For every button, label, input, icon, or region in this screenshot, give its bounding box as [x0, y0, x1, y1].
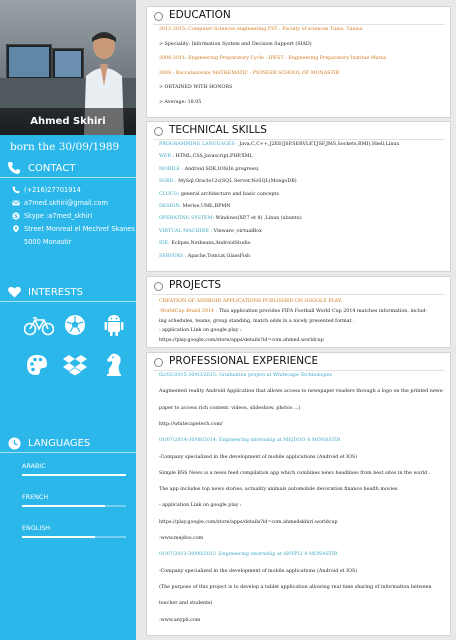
content-line [159, 319, 355, 324]
skill-line [159, 192, 279, 197]
contact-title: CONTACT [28, 162, 76, 174]
line-text: Simple RSS News is a news feed compilation app which combines news headlines from best sites in the world . [159, 470, 431, 476]
skill-label: CLOUD: [159, 191, 180, 197]
professional-experience-card [146, 352, 451, 636]
divider [0, 177, 136, 178]
link-text[interactable]: -www.anypli.com [159, 617, 201, 623]
content-line [159, 438, 340, 443]
line-text: The app includes top news stories, actuality animals automobile decoration finance health movies [159, 487, 398, 493]
skill-line [159, 204, 230, 209]
language-level-fill [22, 536, 95, 538]
line-text: ing schedules, teams, group standing, match odds in a nicely presented format . [159, 318, 355, 324]
line-text: - application Link on google play : [159, 503, 242, 509]
content-line [159, 389, 444, 394]
content-line [159, 56, 386, 61]
skill-label: MOBILE : [159, 166, 184, 172]
person-name: Ahmed Skhiri [0, 108, 136, 135]
language-level-bar [22, 474, 126, 476]
experience-title: PROFESSIONAL EXPERIENCE [169, 355, 319, 367]
content-line [159, 601, 212, 606]
skill-label: DESIGN: [159, 204, 182, 209]
bicycle-icon [24, 316, 50, 338]
language-level-bar [22, 505, 126, 507]
chess-knight-icon [104, 352, 130, 374]
line-text: (The purpose of this project is to develop a tablet application allowing real time sharing of information between [159, 584, 432, 590]
line-text: Augmented reality Android Application that allows access to newspaper readers through a logo on the printed news- [159, 389, 444, 395]
android-icon [104, 313, 130, 335]
divider [153, 24, 445, 25]
contact-email[interactable]: a7med.skhiri@gmail.com [12, 199, 108, 207]
skill-label: IDE: [159, 241, 170, 247]
content-line [159, 42, 312, 47]
link-text[interactable]: -www.mejdoo.com [159, 536, 204, 541]
skill-line [159, 167, 259, 172]
skill-value: Vmware ,virtualBox [213, 228, 262, 234]
language-name: ARABIC [22, 462, 46, 470]
skill-value: Windows(XP,7 et 8) ,Linux (ubuntu) [215, 216, 302, 222]
projects-card [146, 276, 451, 348]
content-line [159, 85, 232, 90]
svg-text:S: S [13, 214, 19, 220]
section-bullet [154, 127, 163, 136]
contact-street: Street Monreal el Mechref Skanes [12, 225, 135, 233]
skill-label: OPERATING SYSTEM: [159, 216, 215, 222]
phone-icon [12, 186, 20, 194]
skill-line [159, 142, 399, 147]
skill-value: Java,C,C++,J2EE(JSP,SERVLET,JSF,JMS,Sockets,RMI),Shell,Linux [239, 142, 400, 147]
content-line [159, 552, 337, 557]
content-line [159, 422, 223, 427]
languages-header [0, 433, 136, 453]
content-line [159, 100, 201, 105]
link-text[interactable]: https://play.google.com/store/apps/details?id=com.ahmed.worldcup [159, 338, 324, 344]
line-text: > Speciality: Information System and Decision Support (SIAD) [159, 41, 312, 47]
sidebar [0, 0, 136, 640]
line-rest: This application provides FIFA Football World Cup 2014 matches information, includ- [217, 308, 428, 314]
content-line [159, 520, 338, 525]
content-line [159, 471, 430, 476]
link-text[interactable]: http://whitecapetech.com/ [159, 421, 223, 427]
content-line [159, 455, 357, 460]
profile-photo [0, 0, 136, 135]
skill-value: general architecture and basic concepts [180, 191, 279, 197]
content-line [159, 309, 427, 314]
interests-title: INTERESTS [28, 286, 83, 298]
content-line [159, 585, 432, 590]
language-name: ENGLISH [22, 524, 51, 532]
content-line [159, 503, 242, 508]
divider [153, 139, 445, 140]
content-line [159, 373, 332, 378]
content-line [159, 487, 397, 492]
divider [0, 301, 136, 302]
line-text: teacher and students) [159, 601, 213, 607]
line-text: 01/07/2014-30/08/2014: Engineering internship at MEJDOO A MONASTIR [159, 438, 341, 444]
skill-line [159, 229, 262, 234]
education-title: EDUCATION [169, 9, 231, 21]
content-line [159, 338, 324, 343]
clock-icon [6, 435, 22, 451]
divider [0, 452, 136, 453]
line-text: 2008-2011: Engineering Preparatory Cycle : IPEST : Engineering Preparatory Institue Marsa [159, 56, 387, 61]
skill-value: Merise,UML,BPMN [182, 204, 231, 209]
link-text[interactable]: https://play.google.com/store/apps/details?id=com.ahmedskhiri.worldcup [159, 519, 338, 525]
skill-line [159, 154, 253, 159]
line-text: -Company specialized in the development of mobile applications (Android et IOS) [159, 454, 358, 460]
line-text: CREATION OF ANDROID APPLICATIONS PUBLISHED ON GOOGLE PLAY: [159, 299, 343, 304]
skill-label: VIRTUAL MACHINE : [159, 228, 213, 234]
interests-header [0, 282, 136, 302]
skill-line [159, 179, 297, 184]
language-name: FRENCH [22, 493, 49, 501]
skill-label: SGBD : [159, 179, 177, 185]
education-card [146, 6, 451, 118]
section-bullet [154, 282, 163, 291]
contact-header [0, 158, 136, 178]
line-text: - application Link on google play : [159, 328, 242, 334]
line-text: -Company specialized in the development of mobile applications (Android et IOS) [159, 568, 358, 574]
soccer-ball-icon [64, 314, 90, 336]
contact-skype: S Skype :a7med_skhiri [13, 212, 93, 220]
contact-phone: (+216)27701914 [12, 186, 81, 194]
location-pin-icon [12, 225, 20, 233]
line-text: 02/02/2015-30/03/2015: Graduation project at Whitecape Technologies [159, 373, 333, 378]
content-line [159, 71, 339, 76]
line-text: -WorldCup Brazil 2014 : [159, 308, 218, 314]
line-text: 2012-2015: Computer Sciences engineering FST : Faculty of sciences Tunis, Tunisa [159, 27, 363, 32]
mail-icon [12, 199, 20, 207]
line-text: > Average: 18.05 [159, 99, 202, 105]
skill-label: WEB : [159, 154, 175, 160]
skill-value: Apache,Tomcat,GlassFish [187, 253, 251, 259]
content-line [159, 569, 357, 574]
skills-title: TECHNICAL SKILLS [169, 124, 267, 136]
skill-line [159, 254, 250, 259]
line-text: 01/07/2013-30/08/2013 :Engineering internship at ANYPLI A MONASTIR [159, 552, 338, 558]
language-level-bar [22, 536, 126, 538]
phone-icon [6, 160, 22, 176]
divider [153, 294, 445, 295]
skill-value: HTML,CSS,Javascript,PHP,XML [175, 154, 253, 160]
section-bullet [154, 12, 163, 21]
skill-label: PROGRAMMING LANGUAGES : [159, 142, 238, 147]
language-level-fill [22, 505, 105, 507]
birth-date: born the 30/09/1989 [10, 141, 120, 153]
line-text: > OBTAINED WITH HONORS [159, 85, 233, 90]
content-line [159, 27, 363, 32]
palette-icon [26, 354, 52, 376]
skill-value: Android SDK,IOS(In progress) [184, 166, 259, 172]
content-line [159, 618, 200, 623]
section-bullet [154, 358, 163, 367]
content-line [159, 328, 242, 333]
technical-skills-card [146, 121, 451, 272]
content-line [159, 299, 342, 304]
line-text: 2008 : Baccalaureate MATHEMATIC : PIONEER SCHOOL OF MONASTIR [159, 70, 340, 76]
skill-label: SERVERS : [159, 253, 187, 259]
heart-icon [6, 284, 22, 300]
skill-value: MySql,Oracle12c(SQL Server,NoSQL(MongoDB) [178, 179, 297, 185]
dropbox-icon [63, 354, 89, 376]
divider [153, 370, 445, 371]
skype-icon [12, 212, 20, 220]
skill-line [159, 241, 251, 246]
languages-title: LANGUAGES [28, 437, 91, 449]
projects-title: PROJECTS [169, 279, 222, 291]
skill-value: Eclipse,Netbeans,AndroidStudio [171, 241, 251, 247]
contact-city: 5000 Monastir [24, 238, 72, 246]
language-level-fill [22, 474, 126, 476]
skill-line [159, 216, 302, 221]
content-line [159, 406, 301, 411]
content-line [159, 536, 203, 541]
line-text: paper to access rich content: videos, slideshow, photos ...) [159, 405, 301, 411]
